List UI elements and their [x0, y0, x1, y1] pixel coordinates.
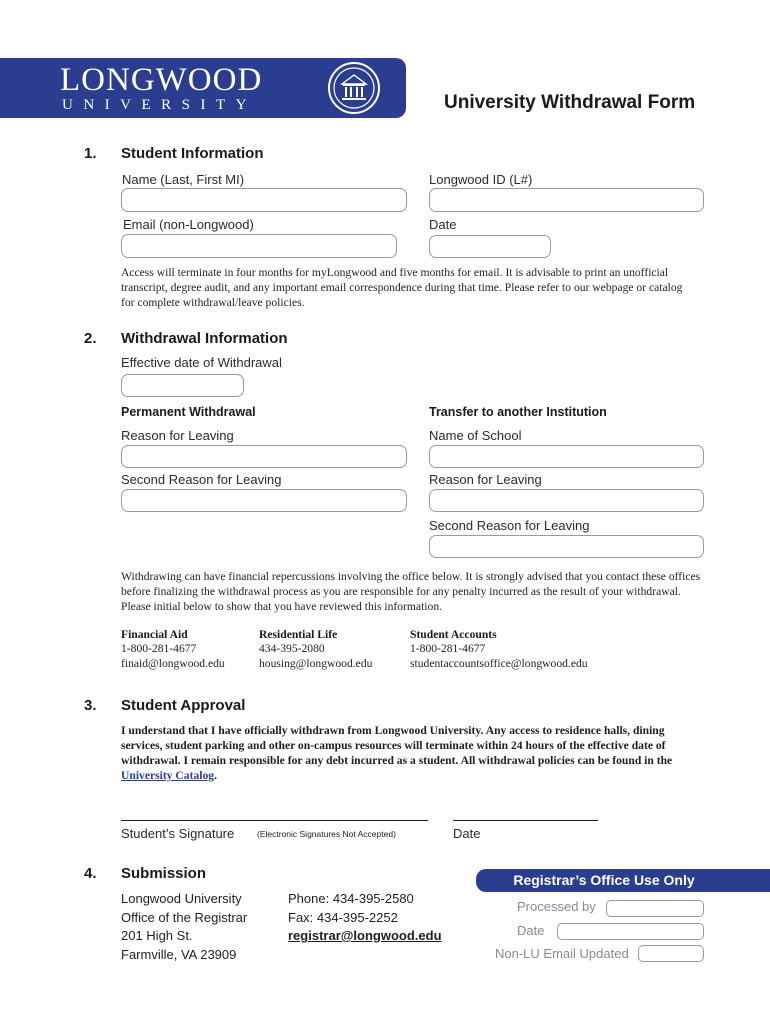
date-input[interactable] — [429, 235, 551, 258]
approval-statement-text: I understand that I have officially withdrawn from Longwood University. Any access to residence halls, dining services, student parking and other on-campus resources will terminate within 24 hours of the effective date of withdrawal. I remain responsible for any debt incurred as a student. All withdrawal policies can be found in the — [121, 724, 673, 767]
permanent-withdrawal-heading: Permanent Withdrawal — [121, 405, 256, 419]
registrar-date-input[interactable] — [557, 923, 704, 940]
office-title: Student Accounts — [410, 628, 497, 641]
form-title: University Withdrawal Form — [444, 92, 696, 113]
effective-date-label: Effective date of Withdrawal — [121, 355, 282, 370]
school-name-label: Name of School — [429, 428, 522, 443]
signature-date-line[interactable] — [453, 820, 598, 821]
registrar-contact — [288, 890, 442, 946]
address-line: Farmville, VA 23909 — [121, 946, 237, 962]
reason-label: Reason for Leaving — [121, 428, 234, 443]
section-title-submission: Submission — [121, 865, 207, 882]
office-financial-aid — [121, 628, 225, 671]
reason-input[interactable] — [121, 445, 407, 468]
section-number: 2. — [84, 330, 97, 347]
logo-wordmark: LONGWOOD — [60, 62, 263, 98]
transfer-reason-input[interactable] — [429, 489, 704, 512]
section-number: 4. — [84, 865, 97, 882]
signature-date-label: Date — [453, 826, 481, 841]
effective-date-input[interactable] — [121, 374, 244, 397]
longwood-id-input[interactable] — [429, 188, 704, 212]
email-updated-input[interactable] — [638, 945, 704, 962]
name-input[interactable] — [121, 188, 407, 212]
section-number: 3. — [84, 697, 97, 714]
office-title: Residential Life — [259, 628, 338, 641]
section-number: 1. — [84, 145, 97, 162]
email-label: Email (non-Longwood) — [123, 217, 254, 232]
section-title-student-approval: Student Approval — [121, 697, 246, 714]
financial-notice: Withdrawing can have financial repercussions involving the office below. It is strongly advised that you contact these offices before finalizing the withdrawal process as you are responsible for any penalty incurred as the result of your withdrawal. Please initial below to show that you have reviewed this information. — [121, 570, 701, 613]
longwood-id-label: Longwood ID (L#) — [429, 172, 533, 187]
university-seal-icon — [326, 60, 382, 116]
signature-line[interactable] — [121, 820, 428, 821]
registrar-phone: Phone: 434-395-2580 — [288, 891, 414, 906]
office-residential-life — [259, 628, 372, 671]
registrar-date-label: Date — [517, 923, 545, 938]
transfer-reason-label: Reason for Leaving — [429, 472, 542, 487]
registrar-address — [121, 890, 247, 964]
office-phone: 1-800-281-4677 — [410, 642, 486, 655]
address-line: 201 High St. — [121, 928, 193, 943]
address-line: Office of the Registrar — [121, 909, 248, 925]
office-email: studentaccountsoffice@longwood.edu — [410, 657, 588, 670]
approval-statement — [121, 723, 703, 783]
office-title: Financial Aid — [121, 628, 188, 641]
name-label: Name (Last, First MI) — [122, 172, 245, 187]
school-name-input[interactable] — [429, 445, 704, 468]
processed-by-label: Processed by — [517, 899, 596, 914]
processed-by-input[interactable] — [606, 900, 704, 917]
university-catalog-link[interactable]: University Catalog — [121, 769, 215, 782]
access-notice: Access will terminate in four months for myLongwood and five months for email. It is advisable to print an unofficial transcript, degree audit, and any important email correspondence during that time. Please refer to our webpage or catalog for complete withdrawal/leave policies. — [121, 266, 683, 309]
approval-statement-suffix: . — [214, 769, 217, 782]
section-title-student-info: Student Information — [121, 145, 264, 162]
office-phone: 434-395-2080 — [259, 642, 325, 655]
signature-label: Student’s Signature — [121, 826, 235, 841]
logo-subtitle: UNIVERSITY — [62, 97, 257, 113]
email-updated-label: Non-LU Email Updated — [495, 946, 629, 961]
registrar-email-link[interactable]: registrar@longwood.edu — [288, 928, 442, 943]
second-reason-input[interactable] — [121, 489, 407, 512]
office-email: finaid@longwood.edu — [121, 657, 225, 670]
registrar-use-title: Registrar’s Office Use Only — [513, 872, 695, 888]
office-email: housing@longwood.edu — [259, 657, 373, 670]
office-phone: 1-800-281-4677 — [121, 642, 197, 655]
second-reason-label: Second Reason for Leaving — [121, 472, 282, 487]
date-label: Date — [429, 217, 457, 232]
section-title-withdrawal-info: Withdrawal Information — [121, 330, 288, 347]
signature-note: (Electronic Signatures Not Accepted) — [257, 829, 396, 839]
transfer-second-reason-input[interactable] — [429, 535, 704, 558]
registrar-fax: Fax: 434-395-2252 — [288, 909, 398, 925]
transfer-second-reason-label: Second Reason for Leaving — [429, 518, 590, 533]
transfer-heading: Transfer to another Institution — [429, 405, 607, 419]
email-input[interactable] — [121, 234, 397, 258]
office-student-accounts — [410, 628, 588, 671]
address-line: Longwood University — [121, 891, 242, 906]
